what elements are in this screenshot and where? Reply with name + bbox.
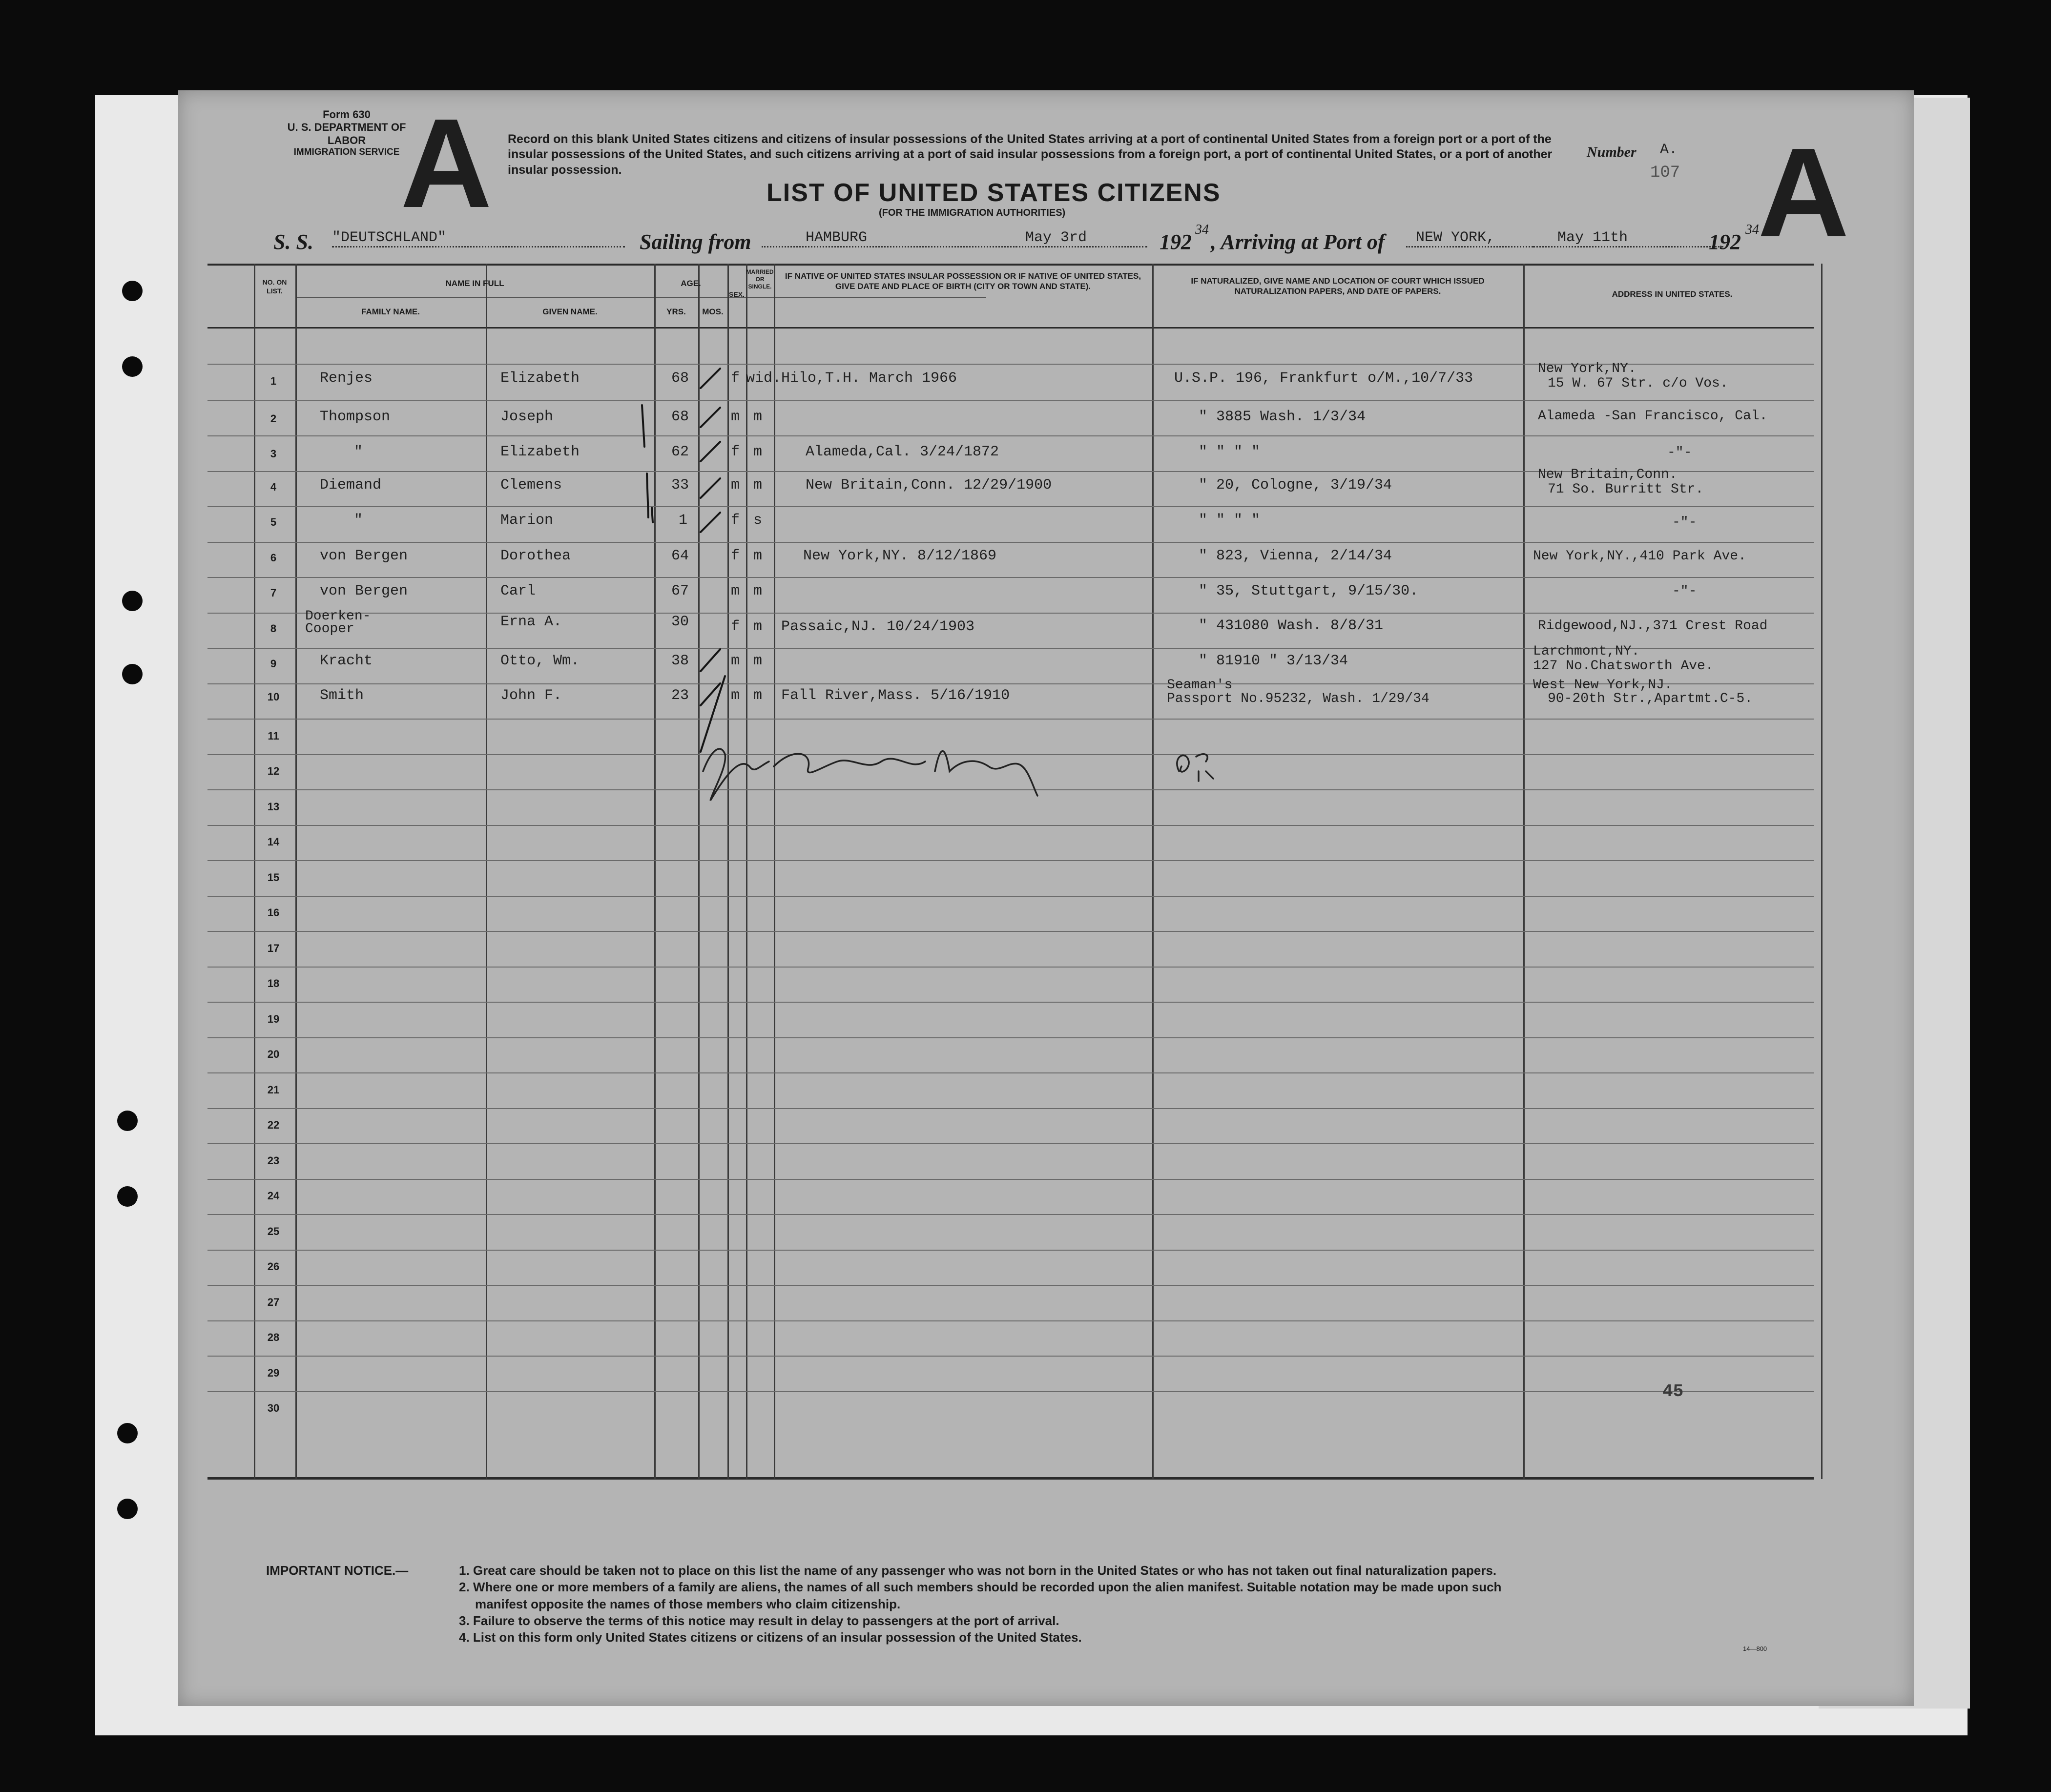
- year-value: 34: [1195, 222, 1209, 237]
- notice-heading: IMPORTANT NOTICE.—: [266, 1563, 409, 1578]
- family-name-cell: Thompson: [320, 409, 391, 425]
- header-name-in-full: NAME IN FULL: [445, 279, 504, 288]
- row-number: 3: [270, 448, 277, 460]
- given-name-cell: Elizabeth: [500, 444, 580, 460]
- sex-cell: f: [731, 548, 740, 564]
- punch-hole: [117, 1423, 138, 1443]
- row-number: 14: [267, 836, 280, 848]
- given-name-cell: Erna A.: [500, 614, 562, 630]
- tally-stroke: [642, 405, 644, 447]
- notice-item-4: 4. List on this form only United States citizens or citizens of an insular possession of the United States.: [459, 1630, 1082, 1645]
- address-line-2: 15 W. 67 Str. c/o Vos.: [1548, 376, 1728, 391]
- notice-line: [266, 1562, 1828, 1579]
- given-name-cell: Clemens: [500, 477, 562, 494]
- birth-cell: New Britain,Conn. 12/29/1900: [806, 477, 1052, 494]
- age-years-cell: 33: [671, 477, 689, 494]
- tally-stroke: [647, 474, 648, 517]
- marital-status-cell: m: [753, 409, 763, 425]
- number-letter: A.: [1660, 142, 1678, 158]
- row-number: 10: [267, 691, 280, 703]
- header-age: AGE.: [681, 279, 701, 288]
- family-name-cell: ": [354, 512, 363, 529]
- header-native: IF NATIVE OF UNITED STATES INSULAR POSSESSION OR IF NATIVE OF UNITED STATES, GIVE DATE AND PLACE OF BIRTH (CITY OR TOWN AND STATE).: [785, 271, 1141, 291]
- address-line-1: New York,NY.,410 Park Ave.: [1533, 549, 1746, 564]
- print-code: 14—800: [1743, 1645, 1767, 1652]
- sailing-label: Sailing from: [640, 230, 751, 254]
- marital-status-cell: m: [753, 548, 763, 564]
- family-name-cell: Smith: [320, 687, 364, 704]
- check-mark: [701, 408, 720, 427]
- department-name: U. S. DEPARTMENT OF LABOR: [287, 121, 406, 146]
- given-name-cell: Dorothea: [500, 548, 571, 564]
- check-mark: [701, 442, 720, 461]
- page-number: 45: [1662, 1381, 1684, 1401]
- notice-item-1: 1. Great care should be taken not to place on this list the name of any passenger who was not born in the United States or who has not taken out final naturalization papers.: [459, 1563, 1497, 1578]
- marital-status-cell: m: [753, 444, 763, 460]
- birth-cell: Alameda,Cal. 3/24/1872: [806, 444, 999, 460]
- family-name-cell: Diemand: [320, 477, 382, 494]
- departure-port: HAMBURG: [762, 229, 1050, 247]
- sex-cell: m: [731, 653, 740, 669]
- ship-name: "DEUTSCHLAND": [332, 229, 625, 247]
- marital-status-cell: m: [753, 583, 763, 599]
- sex-cell: f: [731, 512, 740, 529]
- address-line-2: 71 So. Burritt Str.: [1548, 482, 1704, 497]
- sex-cell: m: [731, 583, 740, 599]
- row-number: 19: [267, 1013, 280, 1025]
- naturalization-cell: " 81910 " 3/13/34: [1199, 653, 1348, 669]
- punch-hole: [122, 281, 143, 301]
- row-number: 21: [267, 1084, 280, 1096]
- naturalization-cell: U.S.P. 196, Frankfurt o/M.,10/7/33: [1174, 370, 1473, 387]
- age-years-cell: 68: [671, 409, 689, 425]
- header-naturalized: IF NATURALIZED, GIVE NAME AND LOCATION OF COURT WHICH ISSUED NATURALIZATION PAPERS, AND DATE OF PAPERS.: [1191, 276, 1485, 296]
- row-number: 8: [270, 622, 277, 635]
- row-number: 1: [270, 375, 277, 387]
- row-number: 4: [270, 481, 277, 493]
- birth-cell: Fall River,Mass. 5/16/1910: [781, 687, 1010, 704]
- header-yrs: YRS.: [666, 307, 686, 316]
- check-mark: [701, 478, 720, 498]
- punch-hole: [122, 356, 143, 377]
- address-line-1: West New York,NJ.: [1533, 678, 1673, 693]
- form-letter-right: A: [1758, 122, 1849, 264]
- arrival-date: May 11th: [1533, 229, 1723, 247]
- age-years-cell: 23: [671, 687, 689, 704]
- year-label-2: 192: [1709, 230, 1741, 254]
- header-no: NO. ON LIST.: [262, 278, 287, 295]
- sail-date: May 3rd: [1015, 229, 1147, 247]
- notice-item-2: 2. Where one or more members of a family are aliens, the names of all such members should be recorded upon the alien manifest. Suitable notation may be made upon such: [459, 1580, 1502, 1595]
- sex-cell: m: [731, 687, 740, 704]
- naturalization-cell: " 35, Stuttgart, 9/15/30.: [1199, 583, 1419, 599]
- address-line-1: Alameda -San Francisco, Cal.: [1538, 409, 1768, 424]
- punch-hole: [117, 1499, 138, 1519]
- address-line-1: Larchmont,NY.: [1533, 644, 1640, 659]
- naturalization-cell: " 20, Cologne, 3/19/34: [1199, 477, 1392, 494]
- handwritten-marks: [207, 264, 1814, 1479]
- address-line-2: 90-20th Str.,Apartmt.C-5.: [1548, 691, 1753, 706]
- number-label: Number: [1587, 144, 1637, 160]
- family-name-cell: Kracht: [320, 653, 373, 669]
- sex-cell: f: [731, 444, 740, 460]
- marital-status-cell: s: [753, 512, 763, 529]
- given-name-cell: Elizabeth: [500, 370, 580, 387]
- row-number: 9: [270, 658, 277, 670]
- passenger-table: [207, 264, 1814, 1479]
- age-years-cell: 30: [671, 614, 689, 630]
- inspector-signature: [703, 749, 1213, 801]
- punch-hole: [117, 1186, 138, 1207]
- age-years-cell: 64: [671, 548, 689, 564]
- family-name-cell: von Bergen: [320, 548, 408, 564]
- row-number: 17: [267, 942, 280, 954]
- row-number: 6: [270, 552, 277, 564]
- check-mark: [701, 649, 720, 671]
- form-letter-left: A: [400, 93, 492, 234]
- ss-label: S. S.: [273, 230, 313, 254]
- form-agency-block: [273, 108, 420, 158]
- row-number: 23: [267, 1154, 280, 1167]
- family-name-cell: Doerken-: [305, 609, 371, 624]
- row-number: 30: [267, 1402, 280, 1414]
- naturalization-cell: " 823, Vienna, 2/14/34: [1199, 548, 1392, 564]
- row-number: 29: [267, 1367, 280, 1379]
- row-number: 7: [270, 587, 277, 599]
- row-number: 28: [267, 1331, 280, 1343]
- punch-hole: [122, 664, 143, 684]
- age-years-cell: 67: [671, 583, 689, 599]
- header-given-name: GIVEN NAME.: [542, 307, 598, 316]
- naturalization-cell: " " " ": [1199, 512, 1261, 529]
- age-years-cell: 62: [671, 444, 689, 460]
- check-mark: [701, 676, 725, 752]
- check-mark: [701, 369, 720, 388]
- page-subtitle: (FOR THE IMMIGRATION AUTHORITIES): [879, 207, 1066, 218]
- birth-cell: Hilo,T.H. March 1966: [781, 370, 957, 387]
- row-number: 12: [267, 765, 280, 777]
- page-title: LIST OF UNITED STATES CITIZENS: [767, 179, 1221, 207]
- given-name-cell: Marion: [500, 512, 554, 529]
- given-name-cell: Joseph: [500, 409, 554, 425]
- naturalization-cell: " 431080 Wash. 8/8/31: [1199, 618, 1384, 634]
- row-number: 26: [267, 1260, 280, 1273]
- row-number: 13: [267, 801, 280, 813]
- punch-hole: [117, 1111, 138, 1131]
- sex-cell: f: [731, 618, 740, 635]
- header-mos: MOS.: [702, 307, 724, 316]
- naturalization-cell: Seaman's: [1167, 678, 1233, 693]
- given-name-cell: John F.: [500, 687, 562, 704]
- marital-status-cell: m: [753, 653, 763, 669]
- address-line-1: -"-: [1667, 445, 1692, 460]
- row-number: 27: [267, 1296, 280, 1308]
- family-name-cell: Renjes: [320, 370, 373, 387]
- header-family-name: FAMILY NAME.: [361, 307, 420, 316]
- row-number: 20: [267, 1048, 280, 1060]
- address-line-1: -"-: [1672, 515, 1697, 530]
- row-number: 25: [267, 1225, 280, 1237]
- naturalization-cell: " " " ": [1199, 444, 1261, 460]
- header-married: MARRIED OR SINGLE.: [746, 268, 774, 290]
- family-name-cell: ": [354, 444, 363, 460]
- form-instructions: Record on this blank United States citizens and citizens of insular possessions of the United States arriving at a port of continental United States from a foreign port or a port of the insular possessions of the United States, and such citizens arriving at a port of said insular possessions from a foreign port, a port of continental United States, or a port of another insular possession.: [508, 132, 1553, 177]
- marital-status-cell: m: [753, 687, 763, 704]
- service-name: IMMIGRATION SERVICE: [293, 147, 400, 158]
- column-rule: [1821, 264, 1823, 1479]
- important-notice: [266, 1562, 1828, 1646]
- birth-cell: New York,NY. 8/12/1869: [803, 548, 997, 564]
- naturalization-cell-2: Passport No.95232, Wash. 1/29/34: [1167, 691, 1429, 706]
- row-number: 18: [267, 977, 280, 989]
- birth-cell: Passaic,NJ. 10/24/1903: [781, 618, 975, 635]
- naturalization-cell: " 3885 Wash. 1/3/34: [1199, 409, 1366, 425]
- arriving-label: , Arriving at Port of: [1211, 230, 1385, 254]
- header-sex: SEX.: [729, 290, 745, 298]
- address-line-1: New Britain,Conn.: [1538, 467, 1678, 482]
- address-line-1: -"-: [1672, 584, 1697, 599]
- age-years-cell: 1: [679, 512, 688, 529]
- age-years-cell: 38: [671, 653, 689, 669]
- year-value-2: 34: [1745, 222, 1759, 237]
- row-number: 22: [267, 1119, 280, 1131]
- tally-stroke: [652, 508, 653, 522]
- marital-status-cell: m: [753, 618, 763, 635]
- row-number: 15: [267, 871, 280, 884]
- family-name-cell-2: Cooper: [305, 621, 354, 637]
- row-number: 5: [270, 516, 277, 528]
- given-name-cell: Carl: [500, 583, 536, 599]
- row-number: 2: [270, 412, 277, 425]
- sex-cell: f: [731, 370, 740, 387]
- age-years-cell: 68: [671, 370, 689, 387]
- number-value: 107: [1650, 164, 1680, 182]
- sex-cell: m: [731, 409, 740, 425]
- given-name-cell: Otto, Wm.: [500, 653, 580, 669]
- year-label: 192: [1160, 230, 1192, 254]
- row-number: 16: [267, 906, 280, 919]
- arrival-port: NEW YORK,: [1406, 229, 1533, 247]
- notice-item-3: 3. Failure to observe the terms of this notice may result in delay to passengers at the port of arrival.: [459, 1613, 1059, 1628]
- sex-cell: m: [731, 477, 740, 494]
- marital-status-cell: wid.: [746, 370, 782, 387]
- header-address: ADDRESS IN UNITED STATES.: [1612, 289, 1733, 299]
- notice-item-2-cont: manifest opposite the names of those members who claim citizenship.: [475, 1596, 901, 1611]
- row-number: 11: [268, 730, 279, 742]
- marital-status-cell: m: [753, 477, 763, 494]
- check-mark: [701, 513, 720, 532]
- address-line-2: 127 No.Chatsworth Ave.: [1533, 659, 1714, 674]
- row-number: 24: [267, 1190, 280, 1202]
- family-name-cell: von Bergen: [320, 583, 408, 599]
- form-number: Form 630: [323, 108, 371, 121]
- address-line-1: Ridgewood,NJ.,371 Crest Road: [1538, 618, 1768, 634]
- punch-hole: [122, 591, 143, 611]
- address-line-1: New York,NY.: [1538, 361, 1637, 376]
